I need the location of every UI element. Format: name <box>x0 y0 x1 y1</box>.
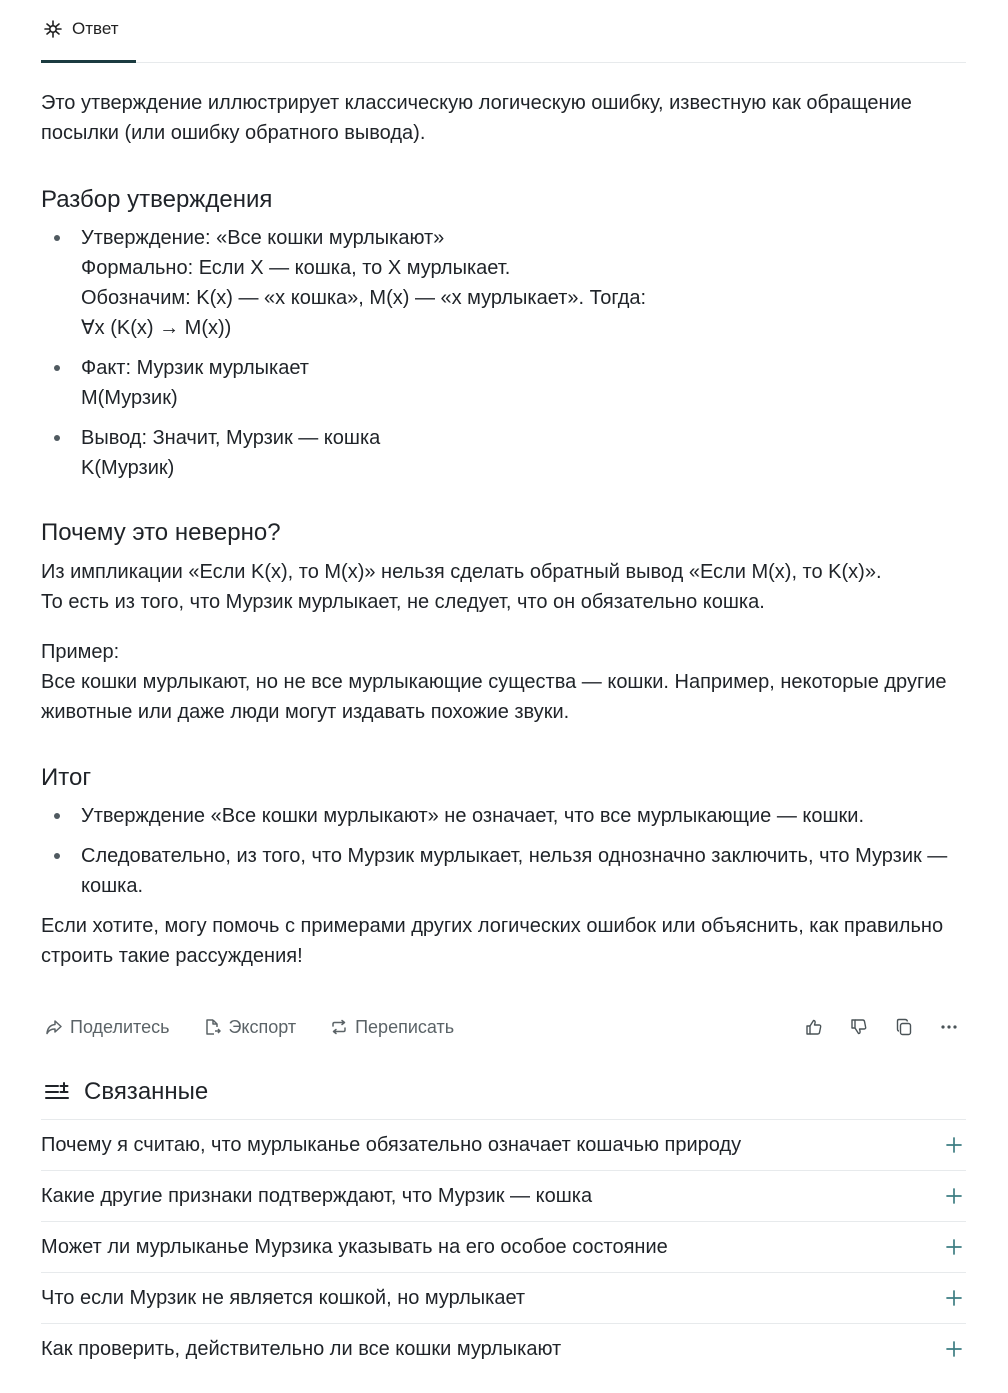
tab-active-indicator <box>41 60 136 63</box>
analysis-list <box>41 223 966 483</box>
related-item[interactable] <box>41 1222 966 1273</box>
summary-list <box>41 801 966 901</box>
rewrite-icon <box>330 1018 348 1036</box>
formula: ∀x (K(x) → M(x)) <box>81 317 232 339</box>
feedback-actions <box>802 1001 960 1053</box>
related-title: Связанные <box>84 1078 209 1105</box>
tab-answer-label: Ответ <box>72 19 119 38</box>
related-item-text: Какие другие признаки подтверждают, что Мурзик — кошка <box>41 1184 593 1207</box>
outro-paragraph: Если хотите, могу помочь с примерами других логических ошибок или объяснить, как правильно строить такие рассуждения! <box>41 915 944 967</box>
plus-icon <box>944 1339 964 1359</box>
answer-actions <box>41 1001 966 1053</box>
list-item-line: Формально: Если X — кошка, то X мурлыкает. <box>81 257 511 279</box>
section-heading-why: Почему это неверно? <box>41 519 281 546</box>
list-item-line: Факт: Мурзик мурлыкает <box>81 357 309 379</box>
why-line: Из импликации «Если K(x), то M(x)» нельзя сделать обратный вывод «Если M(x), то K(x)». <box>41 561 882 583</box>
why-line: То есть из того, что Мурзик мурлыкает, не следует, что он обязательно кошка. <box>41 591 765 613</box>
copy-button[interactable] <box>892 1016 915 1039</box>
list-item <box>81 423 966 483</box>
share-icon <box>45 1018 63 1036</box>
related-item-text: Что если Мурзик не является кошкой, но мурлыкает <box>41 1286 526 1309</box>
related-item[interactable] <box>41 1324 966 1374</box>
page <box>41 0 966 1374</box>
rewrite-label: Переписать <box>355 1016 455 1037</box>
related-item-text: Почему я считаю, что мурлыканье обязательно означает кошачью природу <box>41 1133 742 1156</box>
tab-bar <box>41 0 966 63</box>
plus-icon <box>944 1237 964 1257</box>
related-item-text: Может ли мурлыканье Мурзика указывать на его особое состояние <box>41 1235 668 1258</box>
copy-icon <box>894 1017 914 1037</box>
more-button[interactable] <box>937 1016 960 1039</box>
more-icon <box>939 1017 959 1037</box>
related-list-icon <box>44 1081 70 1103</box>
list-item <box>81 223 966 343</box>
related-heading <box>41 1076 966 1108</box>
list-item: Утверждение «Все кошки мурлыкают» не означает, что все мурлыкающие — кошки. <box>81 801 966 831</box>
list-item-line: Обозначим: K(x) — «x кошка», M(x) — «x мурлыкает». Тогда: <box>81 287 647 309</box>
related-item[interactable] <box>41 1273 966 1324</box>
why-paragraph <box>41 557 966 617</box>
list-item-line: Утверждение: «Все кошки мурлыкают» <box>81 227 445 249</box>
plus-icon <box>944 1135 964 1155</box>
formula: K(Мурзик) <box>81 457 175 479</box>
example-label: Пример: <box>41 641 120 663</box>
share-button[interactable] <box>45 1017 169 1038</box>
thumbs-down-button[interactable] <box>847 1016 870 1039</box>
plus-icon <box>944 1186 964 1206</box>
section-heading-summary: Итог <box>41 764 92 791</box>
formula: M(Мурзик) <box>81 387 178 409</box>
thumbs-down-icon <box>849 1017 869 1037</box>
export-icon <box>203 1018 221 1036</box>
intro-paragraph: Это утверждение иллюстрирует классическую логическую ошибку, известную как обращение посылки (или ошибку обратного вывода). <box>41 92 912 144</box>
related-list <box>41 1119 966 1374</box>
example-text: Все кошки мурлыкают, но не все мурлыкающие существа — кошки. Например, некоторые другие животные или даже люди могут издавать похожие звуки. <box>41 671 947 723</box>
thumbs-up-button[interactable] <box>802 1016 825 1039</box>
related-item[interactable] <box>41 1171 966 1222</box>
rewrite-button[interactable] <box>330 1017 454 1038</box>
section-heading-analysis: Разбор утверждения <box>41 186 273 213</box>
export-button[interactable] <box>203 1017 296 1038</box>
thumbs-up-icon <box>804 1017 824 1037</box>
plus-icon <box>944 1288 964 1308</box>
related-item-text: Как проверить, действительно ли все кошки мурлыкают <box>41 1337 562 1360</box>
tab-answer[interactable] <box>41 0 136 62</box>
related-item[interactable] <box>41 1120 966 1171</box>
sparkle-icon <box>43 19 63 39</box>
example-paragraph <box>41 637 966 727</box>
answer-body <box>41 88 966 971</box>
list-item-line: Вывод: Значит, Мурзик — кошка <box>81 427 381 449</box>
list-item: Следовательно, из того, что Мурзик мурлыкает, нельзя однозначно заключить, что Мурзик — кошка. <box>81 841 966 901</box>
share-label: Поделитесь <box>70 1016 170 1037</box>
export-label: Экспорт <box>228 1016 297 1037</box>
list-item <box>81 353 966 413</box>
